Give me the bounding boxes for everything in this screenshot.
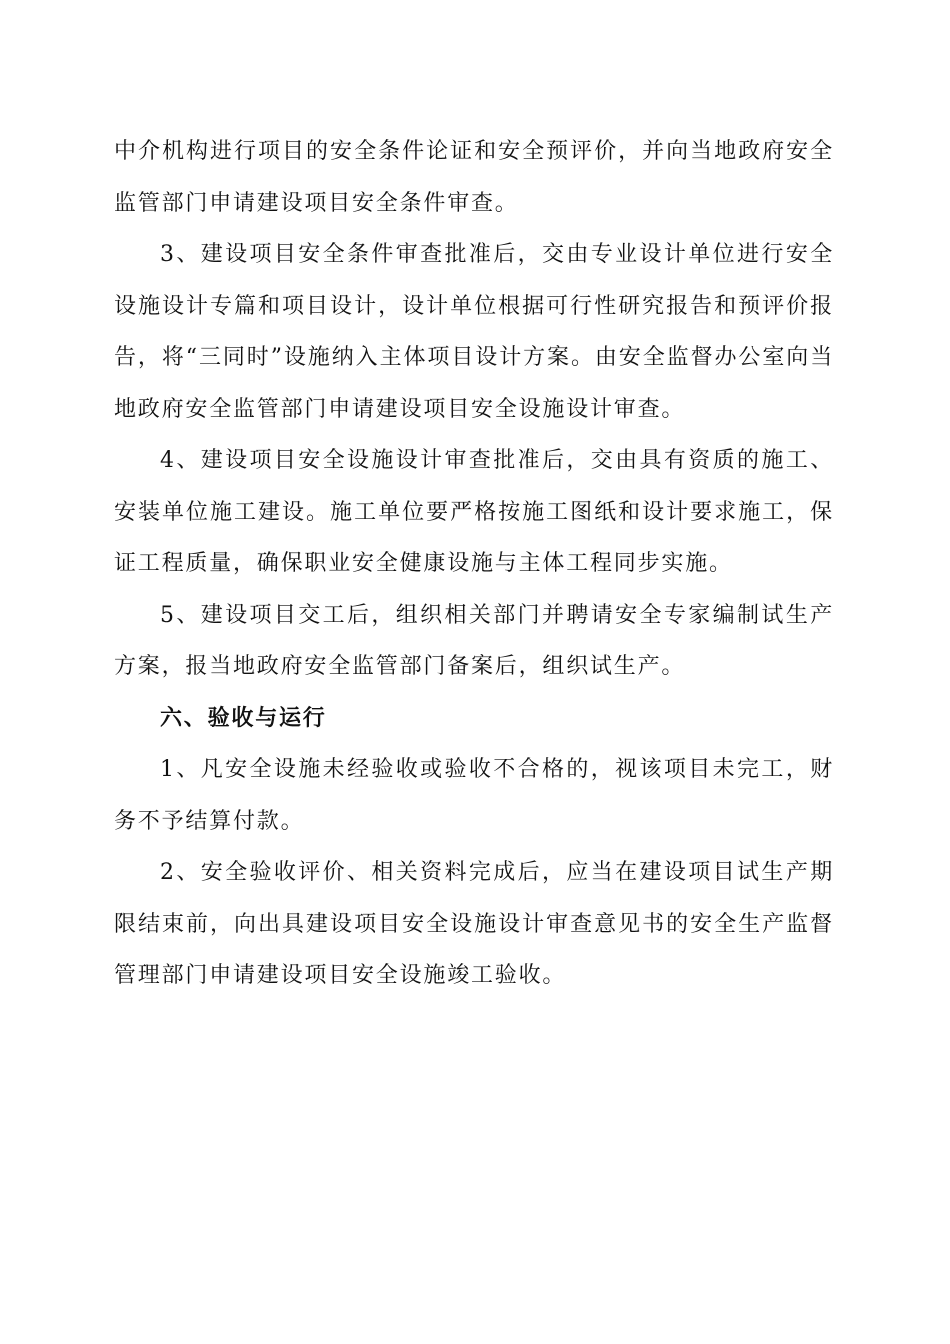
paragraph-continuation: 中介机构进行项目的安全条件论证和安全预评价，并向当地政府安全监管部门申请建设项目安全条件审查。 (114, 139, 834, 216)
document-body (114, 126, 834, 1002)
section-heading: 六、验收与运行 (160, 705, 327, 731)
paragraph-item-3: 3、建设项目安全条件审查批准后，交由专业设计单位进行安全设施设计专篇和项目设计，设计单位根据可行性研究报告和预评价报告，将“三同时”设施纳入主体项目设计方案。由安全监督办公室向当地政府安全监管部门申请建设项目安全设施设计审查。 (114, 242, 834, 422)
section-paragraph-item-1: 1、凡安全设施未经验收或验收不合格的，视该项目未完工，财务不予结算付款。 (114, 757, 834, 834)
paragraph-item-4: 4、建设项目安全设施设计审查批准后，交由具有资质的施工、安装单位施工建设。施工单位要严格按施工图纸和设计要求施工，保证工程质量，确保职业安全健康设施与主体工程同步实施。 (114, 448, 834, 576)
section-paragraph-item-2: 2、安全验收评价、相关资料完成后，应当在建设项目试生产期限结束前，向出具建设项目安全设施设计审查意见书的安全生产监督管理部门申请建设项目安全设施竣工验收。 (114, 860, 834, 988)
paragraph-item-5: 5、建设项目交工后，组织相关部门并聘请安全专家编制试生产方案，报当地政府安全监管部门备案后，组织试生产。 (114, 602, 834, 679)
